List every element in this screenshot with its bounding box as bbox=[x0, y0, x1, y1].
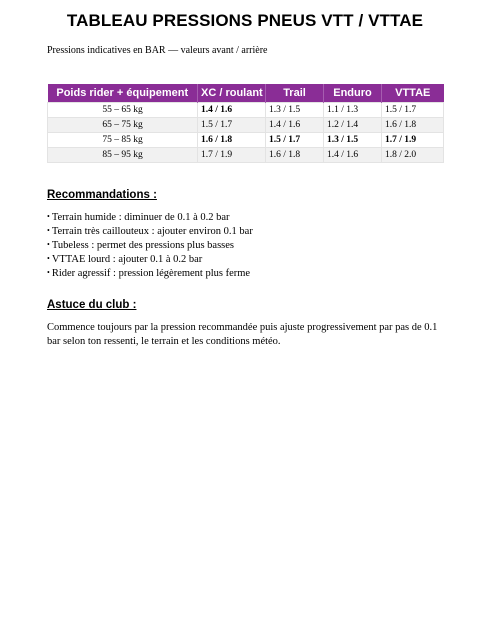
trail-cell: 1.5 / 1.7 bbox=[266, 133, 324, 148]
list-item bbox=[47, 225, 253, 239]
bullet-icon: • bbox=[47, 254, 50, 263]
weight-cell: 55 – 65 kg bbox=[48, 103, 198, 118]
header-trail: Trail bbox=[266, 84, 324, 103]
recommendations-list bbox=[47, 211, 253, 281]
vttae-cell: 1.7 / 1.9 bbox=[382, 133, 444, 148]
page-title: TABLEAU PRESSIONS PNEUS VTT / VTTAE bbox=[66, 11, 424, 30]
table-row bbox=[48, 133, 444, 148]
bullet-icon: • bbox=[47, 226, 50, 235]
header-xc: XC / roulant bbox=[198, 84, 266, 103]
list-item bbox=[47, 267, 253, 281]
enduro-cell: 1.3 / 1.5 bbox=[324, 133, 382, 148]
list-item-text: Tubeless : permet des pressions plus basses bbox=[51, 240, 234, 251]
xc-cell: 1.7 / 1.9 bbox=[198, 148, 266, 163]
enduro-cell: 1.1 / 1.3 bbox=[324, 103, 382, 118]
list-item-text: Terrain très caillouteux : ajouter environ 0.1 bar bbox=[51, 226, 253, 237]
recommendations-heading: Recommandations : bbox=[47, 189, 157, 201]
list-item bbox=[47, 211, 253, 225]
enduro-cell: 1.2 / 1.4 bbox=[324, 118, 382, 133]
header-weight: Poids rider + équipement bbox=[48, 84, 198, 103]
table-row bbox=[48, 148, 444, 163]
xc-cell: 1.5 / 1.7 bbox=[198, 118, 266, 133]
list-item-text: Rider agressif : pression légèrement plus ferme bbox=[51, 268, 251, 279]
trail-cell: 1.6 / 1.8 bbox=[266, 148, 324, 163]
list-item-text: Terrain humide : diminuer de 0.1 à 0.2 bar bbox=[51, 212, 230, 223]
weight-cell: 85 – 95 kg bbox=[48, 148, 198, 163]
table-header-row bbox=[48, 84, 444, 103]
trail-cell: 1.3 / 1.5 bbox=[266, 103, 324, 118]
trail-cell: 1.4 / 1.6 bbox=[266, 118, 324, 133]
weight-cell: 75 – 85 kg bbox=[48, 133, 198, 148]
weight-cell: 65 – 75 kg bbox=[48, 118, 198, 133]
vttae-cell: 1.8 / 2.0 bbox=[382, 148, 444, 163]
tip-heading: Astuce du club : bbox=[47, 299, 137, 311]
pressure-table bbox=[47, 84, 444, 163]
table-row bbox=[48, 118, 444, 133]
bullet-icon: • bbox=[47, 240, 50, 249]
list-item bbox=[47, 253, 253, 267]
tip-text: Commence toujours par la pression recommandée puis ajuste progressivement par pas de 0.1 bar selon ton ressenti, le terrain et les conditions météo. bbox=[47, 322, 438, 347]
xc-cell: 1.4 / 1.6 bbox=[198, 103, 266, 118]
header-enduro: Enduro bbox=[324, 84, 382, 103]
enduro-cell: 1.4 / 1.6 bbox=[324, 148, 382, 163]
bullet-icon: • bbox=[47, 268, 50, 277]
page-subtitle: Pressions indicatives en BAR — valeurs avant / arrière bbox=[47, 45, 268, 56]
list-item bbox=[47, 239, 253, 253]
table-row bbox=[48, 103, 444, 118]
xc-cell: 1.6 / 1.8 bbox=[198, 133, 266, 148]
header-vttae: VTTAE bbox=[382, 84, 444, 103]
vttae-cell: 1.6 / 1.8 bbox=[382, 118, 444, 133]
list-item-text: VTTAE lourd : ajouter 0.1 à 0.2 bar bbox=[51, 254, 203, 265]
vttae-cell: 1.5 / 1.7 bbox=[382, 103, 444, 118]
bullet-icon: • bbox=[47, 212, 50, 221]
